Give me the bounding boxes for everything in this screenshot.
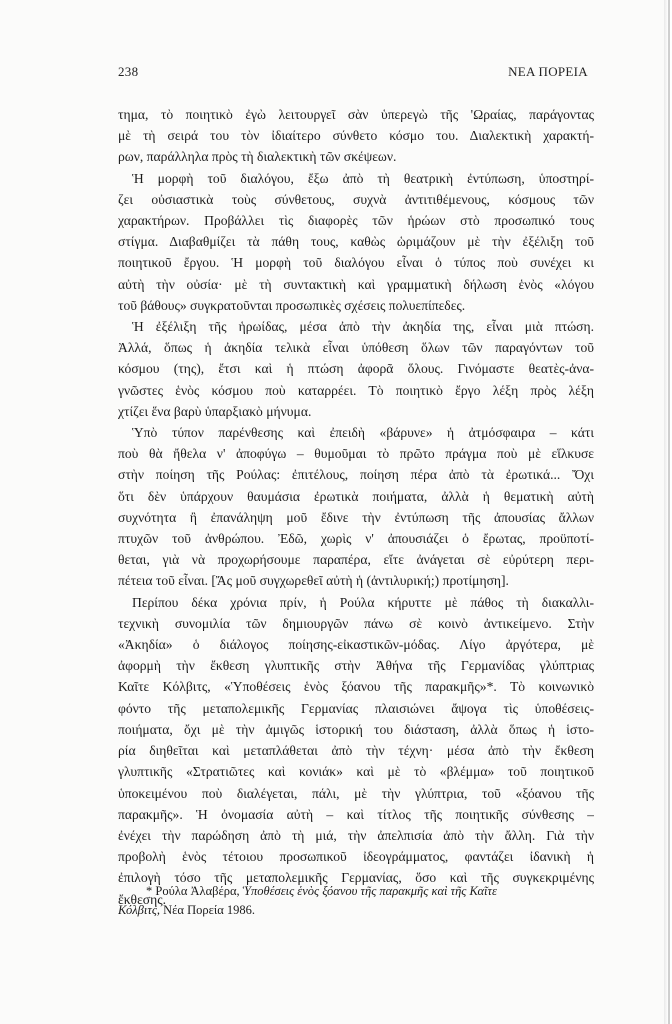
page-number: 238 [118, 64, 139, 79]
text-line: Ἡ μορφὴ τοῦ διαλόγου, ἔξω ἀπὸ τὴ θεατρικὴ ἐντύπωση, ὑποστηρί- [132, 170, 594, 186]
text-line: προβολὴ ἑνὸς τέτοιου προσωπικοῦ ἰδεογράμματος, φαντάζει ἰδανικὴ ἡ [118, 849, 594, 865]
text-line: τεχνικὴ συνομιλία τῶν δημιουργῶν πάνω σὲ κοινὸ ἀντικείμενο. Στὴν [118, 615, 594, 631]
text-line: μὲ τὴ σειρά του τὸν ἰδιαίτερο σύνθετο κόσμο του. Διαλεκτικὴ χαρακτή- [118, 128, 594, 144]
text-line: τοῦ βάθους» συγκρατοῦνται προσωπικὲς σχέσεις πολυεπίπεδες. [118, 297, 466, 313]
text-line: συχνότητα ἢ ἐπανάληψη μοῦ ἔδινε τὴν ἐντύπωση τῆς ἀπουσίας ἄλλων [118, 509, 594, 525]
text-line: Περίπου δέκα χρόνια πρίν, ἡ Ρούλα κήρυττε μὲ πάθος τὴ διακαλλι- [132, 594, 594, 610]
footnote-title: Ὑποθέσεις ἑνὸς ξόανου τῆς παρακμῆς καὶ τῆς Καῖτε [242, 884, 497, 898]
text-line: ὅτι δὲν ὑπάρχουν θαυμάσια ἐρωτικὰ ποιήματα, ἀλλὰ ἡ θεματικὴ αὐτὴ [118, 488, 594, 504]
footnote-title-cont: Κόλβιτς, [118, 903, 161, 917]
text-line: αὐτὴ τὴν οὐσία· μὲ τὴ συντακτικὴ καὶ γραμματικὴ δήλωση ἑνὸς «λόγου [118, 276, 594, 292]
text-line: Ἀλλά, ὅπως ἡ ἀκηδία τελικὰ εἶναι ὑπόθεση ὅλων τῶν παραγόντων τοῦ [118, 340, 594, 356]
text-line: ἔκθεσης. [118, 891, 166, 907]
text-line: ἐπιλογὴ τόσο τῆς μεταπολεμικῆς Γερμανίας, ὅσο καὶ τῆς συγκεκριμένης [118, 870, 594, 886]
text-line: ποιητικοῦ ἔργου. Ἡ μορφὴ τοῦ διαλόγου εἶναι ὁ τύπος ποὺ συνέχει κι [118, 255, 594, 271]
text-line: στὴν ποίηση τῆς Ρούλας: ἐπιτέλους, ποίηση πέρα ἀπὸ τὰ ἐρωτικά... Ὄχι [118, 467, 594, 483]
text-line: ρία διηθεῖται καὶ μεταπλάθεται ἀπὸ τὴν τέχνη· μέσα ἀπὸ τὴν ἔκθεση [118, 743, 594, 759]
text-line: παρακμῆς». Ἡ ὀνομασία αὐτὴ – καὶ τίτλος τῆς ποιητικῆς σύνθεσης – [118, 806, 594, 822]
text-line: Ἡ ἐξέλιξη τῆς ἡρωίδας, μέσα ἀπὸ τὴν ἀκηδία της, εἶναι μιὰ πτώση. [132, 319, 594, 335]
text-line: ἐνέχει τὴν παρώδηση ἀπὸ τὴ μιά, τὴν ἀπελπισία ἀπὸ τὴν ἄλλη. Γιὰ τὴν [118, 827, 594, 843]
paragraph [118, 422, 594, 592]
text-line: ἀφορμὴ τὴν ἔκθεση γλυπτικῆς στὴν Ἀθήνα τῆς Γερμανίδας γλύπτριας [118, 658, 594, 674]
footnote-line [118, 901, 594, 920]
text-line: ποὺ θὰ ἤθελα ν' ἀποφύγω – θυμοῦμαι τὸ πρῶτο πράγμα ποὺ μὲ εἵλκυσε [118, 446, 594, 462]
text-line: πέτεια τοῦ εἶναι. [Ἄς μοῦ συγχωρεθεῖ αὐτὴ ἡ (ἀντιλυρική;) προτίμηση]. [118, 573, 509, 589]
text-line: κόσμου (της), ἔτσι καὶ ἡ πτώση ἀφορᾶ ὅλους. Γινόμαστε θεατὲς-ἀνα- [118, 361, 594, 377]
text-line: φόντο τῆς μεταπολεμικῆς Γερμανίας πλαισιώνει ἄψογα τὶς ὑποθέσεις- [118, 700, 594, 716]
text-line: Ὑπὸ τύπον παρένθεσης καὶ ἐπειδὴ «βάρυνε» ἡ ἀτμόσφαιρα – κάτι [132, 425, 594, 441]
running-title: ΝΕΑ ΠΟΡΕΙΑ [508, 64, 588, 79]
text-line: τημα, τὸ ποιητικὸ ἐγὼ λειτουργεῖ σὰν ὑπερεγὼ τῆς 'Ωραίας, παράγοντας [118, 107, 594, 122]
text-line: «Ἀκηδία» ὁ διάλογος ποίησης-εἰκαστικῶν-μόδας. Λίγο ἀργότερα, μὲ [118, 637, 594, 653]
paragraph [118, 168, 594, 316]
paragraph [118, 592, 594, 910]
text-line: θεται, γιὰ νὰ προχωρήσουμε παραπέρα, εἴτε ἀνάγεται σὲ εὐρύτερη περι- [118, 552, 594, 568]
footnote [118, 882, 594, 920]
text-line: ὑποκειμένου ποὺ διαλέγεται, πάλι, μὲ τὴν γλύπτρια, τοῦ «ξόανου τῆς [118, 785, 594, 801]
text-line: Καῖτε Κόλβιτς, «Ὑποθέσεις ἑνὸς ξόανου τῆς παρακμῆς»*. Τὸ κοινωνικὸ [118, 679, 594, 695]
footnote-marker-author: * Ρούλα Ἀλαβέρα, [146, 884, 240, 898]
text-line: ζει οὐσιαστικὰ τοὺς σύνθετους, συχνὰ ἀντιτιθέμενους, κόσμους τῶν [118, 191, 594, 207]
text-line: στίγμα. Διαβαθμίζει τὰ πάθη τους, καθὼς ὡριμάζουν μὲ τὴν ἐξέλιξη τοῦ [118, 234, 594, 250]
footnote-publisher: Νέα Πορεία 1986. [163, 903, 256, 917]
text-line: χτίζει ἕνα βαρὺ ὑπαρξιακὸ μήνυμα. [118, 403, 312, 419]
text-line: γλυπτικῆς «Στρατιῶτες καὶ κονιάκ» καὶ μὲ τὸ «βλέμμα» τοῦ ποιητικοῦ [118, 764, 594, 780]
text-line: πτυχῶν τοῦ ἀνθρώπου. Ἐδῶ, χωρὶς ν' ἀπουσιάζει ὁ ἔρωτας, προϋποτί- [118, 531, 594, 547]
paragraph [118, 316, 594, 422]
footnote-line [118, 882, 594, 901]
text-line: ποιήματα, ὄχι μὲ τὴν ἀμιγῶς ἱστορική του διάσταση, ἀλλὰ ὅπως ἡ ἱστο- [118, 721, 594, 737]
page-header [118, 64, 588, 80]
text-line: χαρακτήρων. Προβάλλει τὶς διαφορὲς τῶν ἡρώων στὸ προσωπικό τους [118, 213, 594, 229]
body-text [118, 104, 594, 910]
text-line: ρων, παράλληλα πρὸς τὴ διαλεκτικὴ τῶν σκέψεων. [118, 149, 397, 165]
paragraph [118, 104, 594, 168]
text-line: γνῶστες ἑνὸς κόσμου ποὺ καταρρέει. Τὸ ποιητικὸ ἔργο λέξη πρὸς λέξη [118, 382, 594, 398]
scan-edge [664, 0, 668, 1024]
